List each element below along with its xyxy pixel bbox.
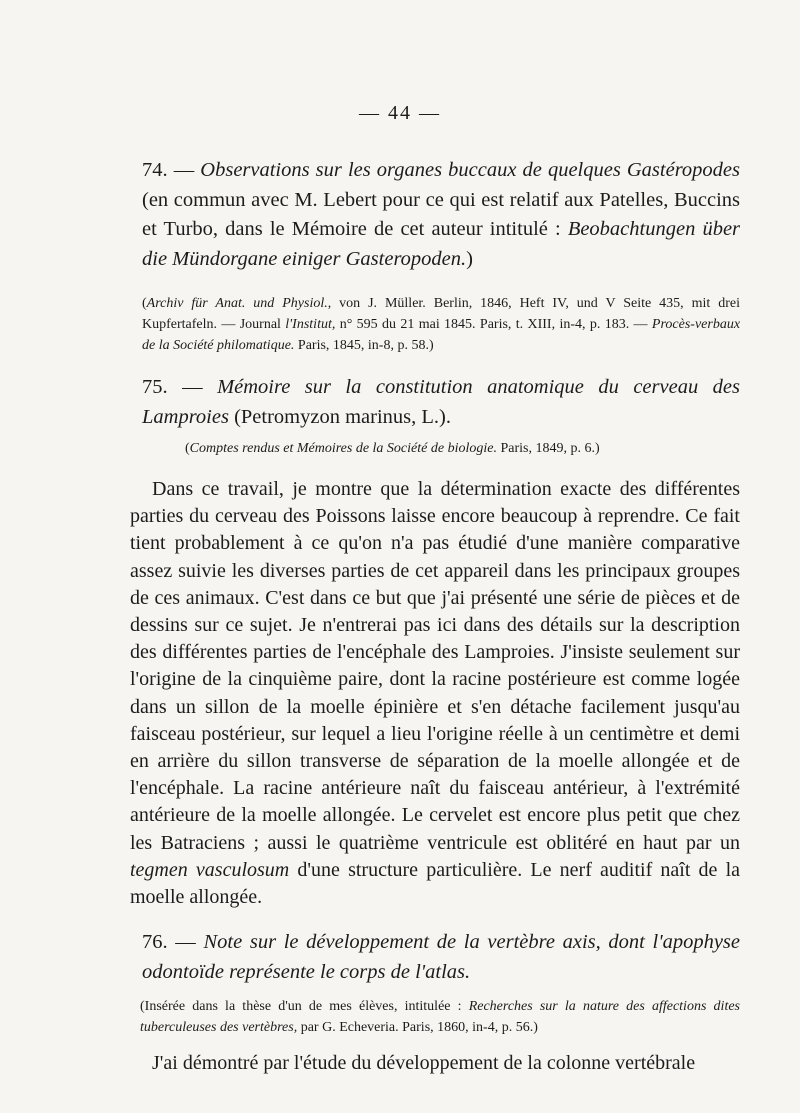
entry-76-number: 76. — xyxy=(142,931,196,953)
entry-74-title-close: ) xyxy=(466,247,473,270)
entry-74-ref-italic-3: Procès-verbaux de la Société philomatique. xyxy=(142,317,741,353)
entry-76-paragraph-text: J'ai démontré par l'étude du développement de la colonne vertébrale xyxy=(152,1052,696,1074)
entry-75-ref-italic-1: Comptes rendus et Mémoires de la Société de biologie. xyxy=(189,441,497,456)
entry-74-number: 74. — xyxy=(142,159,195,181)
entry-74-ref-italic-2: l'Institut, xyxy=(285,317,336,332)
entry-74-title-italic: Observations sur les organes buccaux de quelques Gastéropodes xyxy=(200,159,741,181)
entry-75-title-rest: (Petromyzon marinus, L.). xyxy=(234,405,451,428)
entry-74-ref-text-1: , von J. Müller. Berlin, 1846, Heft IV, und V Seite 435, mit drei Kupfertafeln. — Journal xyxy=(142,296,740,332)
page-number: — 44 — xyxy=(359,102,441,124)
entry-75-paragraph-end: d'une structure particulière. Le nerf auditif naît de la moelle allongée. xyxy=(130,858,741,909)
entry-76-paragraph xyxy=(130,1050,740,1077)
entry-76-title xyxy=(142,928,740,987)
entry-74-reference: (Archiv für Anat. und Physiol., von J. Müller. Berlin, 1846, Heft IV, und V Seite 435, mit drei Kupfertafeln. — Journal l'Institut, n° 595 du 21 mai 1845. Paris, t. XIII, in-4, p. 183. — Procès-verbaux de la Société philomatique. Paris, 1845, in-8, p. 58.) xyxy=(142,296,741,353)
entry-76-ref-text-0: (Insérée dans la thèse d'un de mes élèves, intitulée : xyxy=(140,999,462,1014)
entry-75-title xyxy=(142,373,740,432)
entry-75-paragraph xyxy=(130,476,740,911)
entry-75-paragraph-text: Dans ce travail, je montre que la détermination exacte des différentes parties du cerveau des Poissons laisse encore beaucoup à reprendre. Ce fait tient probablement à ce qu'on n'a pas étudié d'une manière comparative assez suivie les diverses parties de cet appareil dans les principaux groupes de ces animaux. C'est dans ce but que j'ai présenté une série de pièces et de dessins sur ce sujet. Je n'entrerai pas ici dans des détails sur la description des différentes parties de l'encéphale des Lamproies. J'insiste seulement sur l'origine de la cinquième paire, dont la racine postérieure est comme logée dans un sillon de la moelle épinière et s'en détache facilement jusqu'au faisceau postérieur, sur lequel a lieu l'origine réelle à un centimètre et demi en arrière du sillon transverse de séparation de la moelle allongée et de l'encéphale. La racine antérieure naît du faisceau antérieur, à l'extrémité antérieure de la moelle allongée. Le cervelet est encore plus petit que chez les Batraciens ; aussi le quatrième ventricule est oblitéré en haut par un xyxy=(130,478,740,854)
entry-76-title-italic: Note sur le développement de la vertèbre axis, dont l'apophyse odontoïde représente le corps de l'atlas. xyxy=(142,931,741,983)
entry-75-paragraph-italic: tegmen vasculosum xyxy=(130,858,290,881)
entry-75-title-italic: Mémoire sur la constitution anatomique du cerveau des Lamproies xyxy=(142,376,740,428)
entry-74-ref-text-2: n° 595 du 21 mai 1845. Paris, t. XIII, in-4, p. 183. — xyxy=(339,317,648,332)
entry-74-title-rest: (en commun avec M. Lebert pour ce qui est relatif aux Patelles, Buccins et Turbo, dans le Mémoire de cet auteur intitulé : xyxy=(142,188,740,240)
entry-76-ref-italic-1: Recherches sur la nature des affections dites tuberculeuses des vertèbres, xyxy=(140,999,740,1035)
entry-75-number: 75. — xyxy=(142,376,203,398)
entry-76-ref-text-1: par G. Echeveria. Paris, 1860, in-4, p. 56.) xyxy=(300,1020,538,1035)
entry-74-ref-text-3: Paris, 1845, in-8, p. 58.) xyxy=(297,338,434,353)
entry-76-reference xyxy=(140,996,740,1038)
entry-74-title xyxy=(142,156,740,274)
entry-74-ref-italic-1: Archiv für Anat. und Physiol. xyxy=(146,296,328,311)
entry-75-reference: (Comptes rendus et Mémoires de la Société de biologie. Paris, 1849, p. 6.) xyxy=(185,441,600,456)
entry-74-title-italic-2: Beobachtungen über die Mündorgane einiger Gasteropoden. xyxy=(142,218,741,270)
entry-75-ref-text-1: Paris, 1849, p. 6.) xyxy=(500,441,600,456)
